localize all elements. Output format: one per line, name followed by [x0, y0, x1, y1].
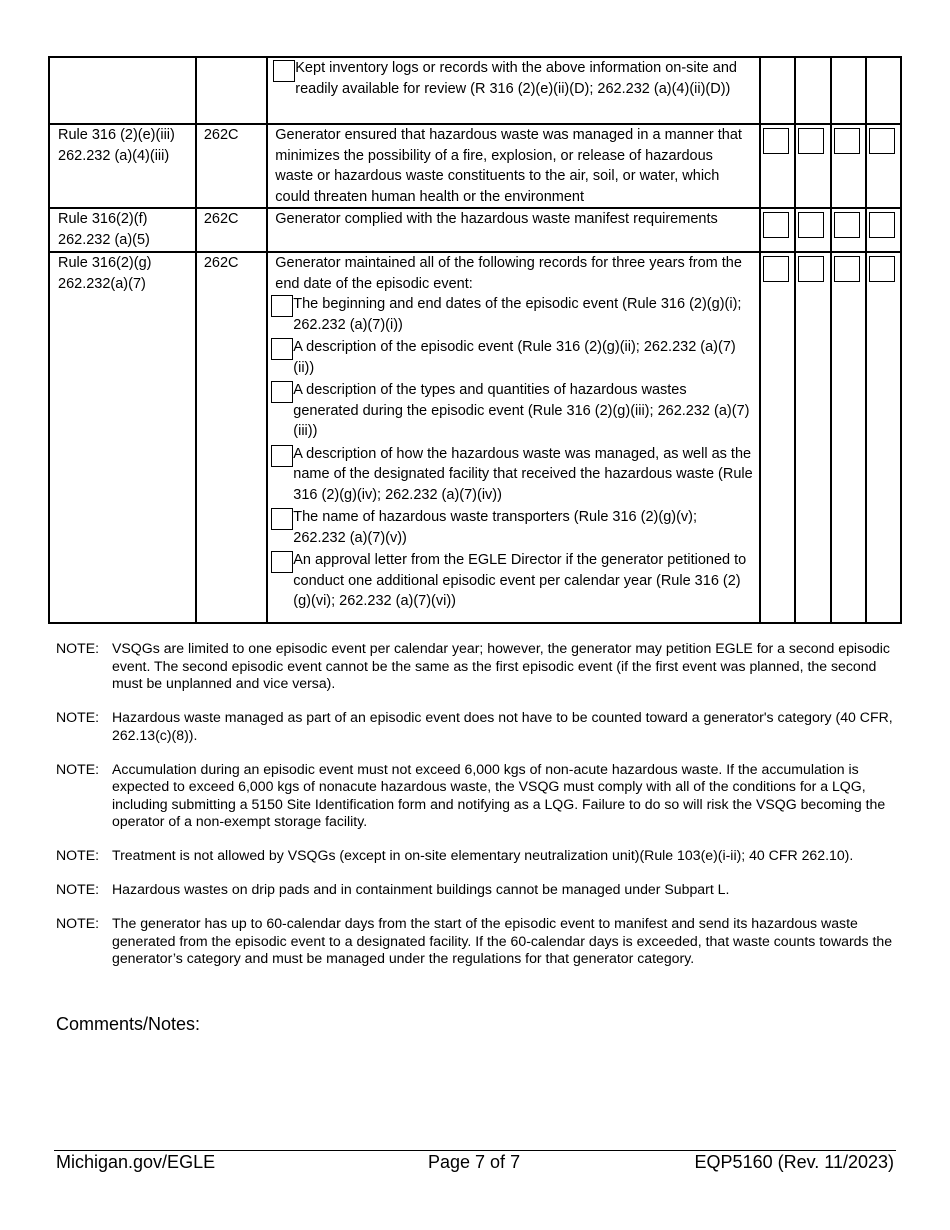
code-cell: 262C — [196, 208, 267, 252]
note-text: Hazardous wastes on drip pads and in containment buildings cannot be managed under Subpart L. — [112, 881, 730, 897]
sub-item-checkbox[interactable] — [271, 381, 293, 403]
sub-item-text: An approval letter from the EGLE Director if the generator petitioned to conduct one additional episodic event per calendar year (Rule 316 (2)(g)(vi); 262.232 (a)(7)(vi)) — [293, 552, 747, 609]
status-checkbox-cell — [760, 252, 795, 623]
note-text: Treatment is not allowed by VSQGs (except in on-site elementary neutralization unit)(Rule 103(e)(i-ii); 40 CFR 262.10). — [112, 847, 854, 863]
sub-item-checkbox[interactable] — [271, 338, 293, 360]
footer-form-id: EQP5160 (Rev. 11/2023) — [694, 1152, 894, 1172]
code-cell: 262C — [196, 252, 267, 623]
note-text: Accumulation during an episodic event must not exceed 6,000 kgs of non-acute hazardous waste. If the accumulation is expected to exceed 6,000 kgs of nonacute hazardous waste, the VSQG must comply with all of the conditions for a LQG, including submitting a 5150 Site Identification form and notifying as a LQG. Failure to do so will risk the VSQG becoming the operator of a non-exempt storage facility. — [112, 760, 886, 829]
sub-item — [275, 337, 753, 378]
status-checkbox-cell — [831, 124, 866, 208]
status-checkbox-cell — [866, 252, 901, 623]
sub-item — [275, 550, 753, 612]
code-cell: 262C — [196, 124, 267, 208]
status-checkbox-cell — [831, 252, 866, 623]
table-row — [49, 57, 901, 124]
status-checkbox-cell — [795, 124, 830, 208]
status-checkbox-cell — [760, 124, 795, 208]
status-checkbox-cell — [760, 208, 795, 252]
code-cell — [196, 57, 267, 124]
table-row — [49, 124, 901, 208]
note-text: Hazardous waste managed as part of an episodic event does not have to be counted toward a generator's category (40 CFR, 262.13(c)(8)). — [112, 709, 893, 743]
status-checkbox-3[interactable] — [834, 128, 860, 154]
footer-page-number: Page 7 of 7 — [428, 1152, 521, 1172]
status-column-3 — [831, 57, 866, 124]
status-checkbox-cell — [831, 208, 866, 252]
sub-item-text: The name of hazardous waste transporters (Rule 316 (2)(g)(v); 262.232 (a)(7)(v)) — [293, 509, 698, 546]
table-row — [49, 252, 901, 623]
sub-item — [275, 58, 753, 99]
sub-item-text: A description of the episodic event (Rule 316 (2)(g)(ii); 262.232 (a)(7)(ii)) — [293, 339, 736, 376]
status-checkbox-1[interactable] — [763, 256, 789, 282]
sub-item-checkbox[interactable] — [271, 508, 293, 530]
note-label: NOTE: — [56, 640, 100, 656]
status-checkbox-4[interactable] — [869, 128, 895, 154]
status-checkbox-1[interactable] — [763, 128, 789, 154]
status-checkbox-cell — [866, 124, 901, 208]
status-checkbox-3[interactable] — [834, 256, 860, 282]
note-label: NOTE: — [56, 881, 100, 897]
rule-cell: Rule 316 (2)(e)(iii) 262.232 (a)(4)(iii) — [49, 124, 196, 208]
status-column-4 — [866, 57, 901, 124]
notes-section — [56, 640, 894, 984]
status-checkbox-4[interactable] — [869, 256, 895, 282]
sub-item-checkbox[interactable] — [271, 551, 293, 573]
note — [56, 847, 894, 865]
inspection-checklist-table — [48, 56, 902, 624]
description-cell: Generator complied with the hazardous waste manifest requirements — [267, 208, 760, 252]
sub-item-text: Kept inventory logs or records with the above information on-site and readily available for review (R 316 (2)(e)(ii)(D); 262.232 (a)(4)(ii)(D)) — [295, 60, 737, 97]
note-label: NOTE: — [56, 915, 100, 931]
sub-item-text: A description of the types and quantities of hazardous wastes generated during the episodic event (Rule 316 (2)(g)(iii); 262.232 (a)(7)(iii)) — [293, 382, 750, 439]
note — [56, 640, 894, 693]
status-checkbox-2[interactable] — [798, 256, 824, 282]
status-checkbox-cell — [795, 252, 830, 623]
rule-cell: Rule 316(2)(f) 262.232 (a)(5) — [49, 208, 196, 252]
status-checkbox-3[interactable] — [834, 212, 860, 238]
description-cell — [267, 57, 760, 124]
sub-item-text: The beginning and end dates of the episodic event (Rule 316 (2)(g)(i); 262.232 (a)(7)(i)) — [293, 296, 742, 333]
description-cell — [267, 252, 760, 623]
note — [56, 709, 894, 744]
note-label: NOTE: — [56, 760, 100, 777]
note-text: VSQGs are limited to one episodic event per calendar year; however, the generator may petition EGLE for a second episodic event. The second episodic event cannot be the same as the first episodic event (if the first event was planned, the second must be unplanned and vice versa). — [112, 640, 890, 691]
note — [56, 881, 894, 899]
status-checkbox-2[interactable] — [798, 212, 824, 238]
description-cell: Generator ensured that hazardous waste was managed in a manner that minimizes the possibility of a fire, explosion, or release of hazardous waste or hazardous waste constituents to the air, soil, or water, which could threaten human health or the environment — [267, 124, 760, 208]
sub-item-checkbox[interactable] — [271, 445, 293, 467]
sub-item-checkbox[interactable] — [273, 60, 295, 82]
status-checkbox-4[interactable] — [869, 212, 895, 238]
note — [56, 915, 894, 968]
note-label: NOTE: — [56, 847, 100, 863]
note — [56, 761, 894, 831]
status-column-2 — [795, 57, 830, 124]
sub-item — [275, 380, 753, 442]
sub-item-checkbox[interactable] — [271, 295, 293, 317]
footer-website: Michigan.gov/EGLE — [56, 1152, 216, 1172]
status-checkbox-cell — [795, 208, 830, 252]
sub-item-text: A description of how the hazardous waste was managed, as well as the name of the designated facility that received the hazardous waste (Rule 316 (2)(g)(iv); 262.232 (a)(7)(iv)) — [293, 445, 753, 503]
note-label: NOTE: — [56, 709, 100, 725]
comments-notes-heading: Comments/Notes: — [56, 1014, 201, 1034]
rule-cell — [49, 57, 196, 124]
status-column-1 — [760, 57, 795, 124]
rule-cell: Rule 316(2)(g) 262.232(a)(7) — [49, 252, 196, 623]
table-row — [49, 208, 901, 252]
description-text: Generator maintained all of the following records for three years from the end date of the episodic event: — [275, 255, 742, 292]
status-checkbox-2[interactable] — [798, 128, 824, 154]
sub-item — [275, 444, 753, 506]
status-checkbox-cell — [866, 208, 901, 252]
sub-item — [275, 507, 753, 548]
footer-divider — [54, 1150, 896, 1151]
note-text: The generator has up to 60-calendar days from the start of the episodic event to manifest and send its hazardous waste generated from the episodic event to a designated facility. If the 60-calendar days is exceeded, that waste counts towards the generator’s category and must be managed under the regulations for that generator category. — [112, 915, 893, 966]
sub-item — [275, 294, 753, 335]
status-checkbox-1[interactable] — [763, 212, 789, 238]
